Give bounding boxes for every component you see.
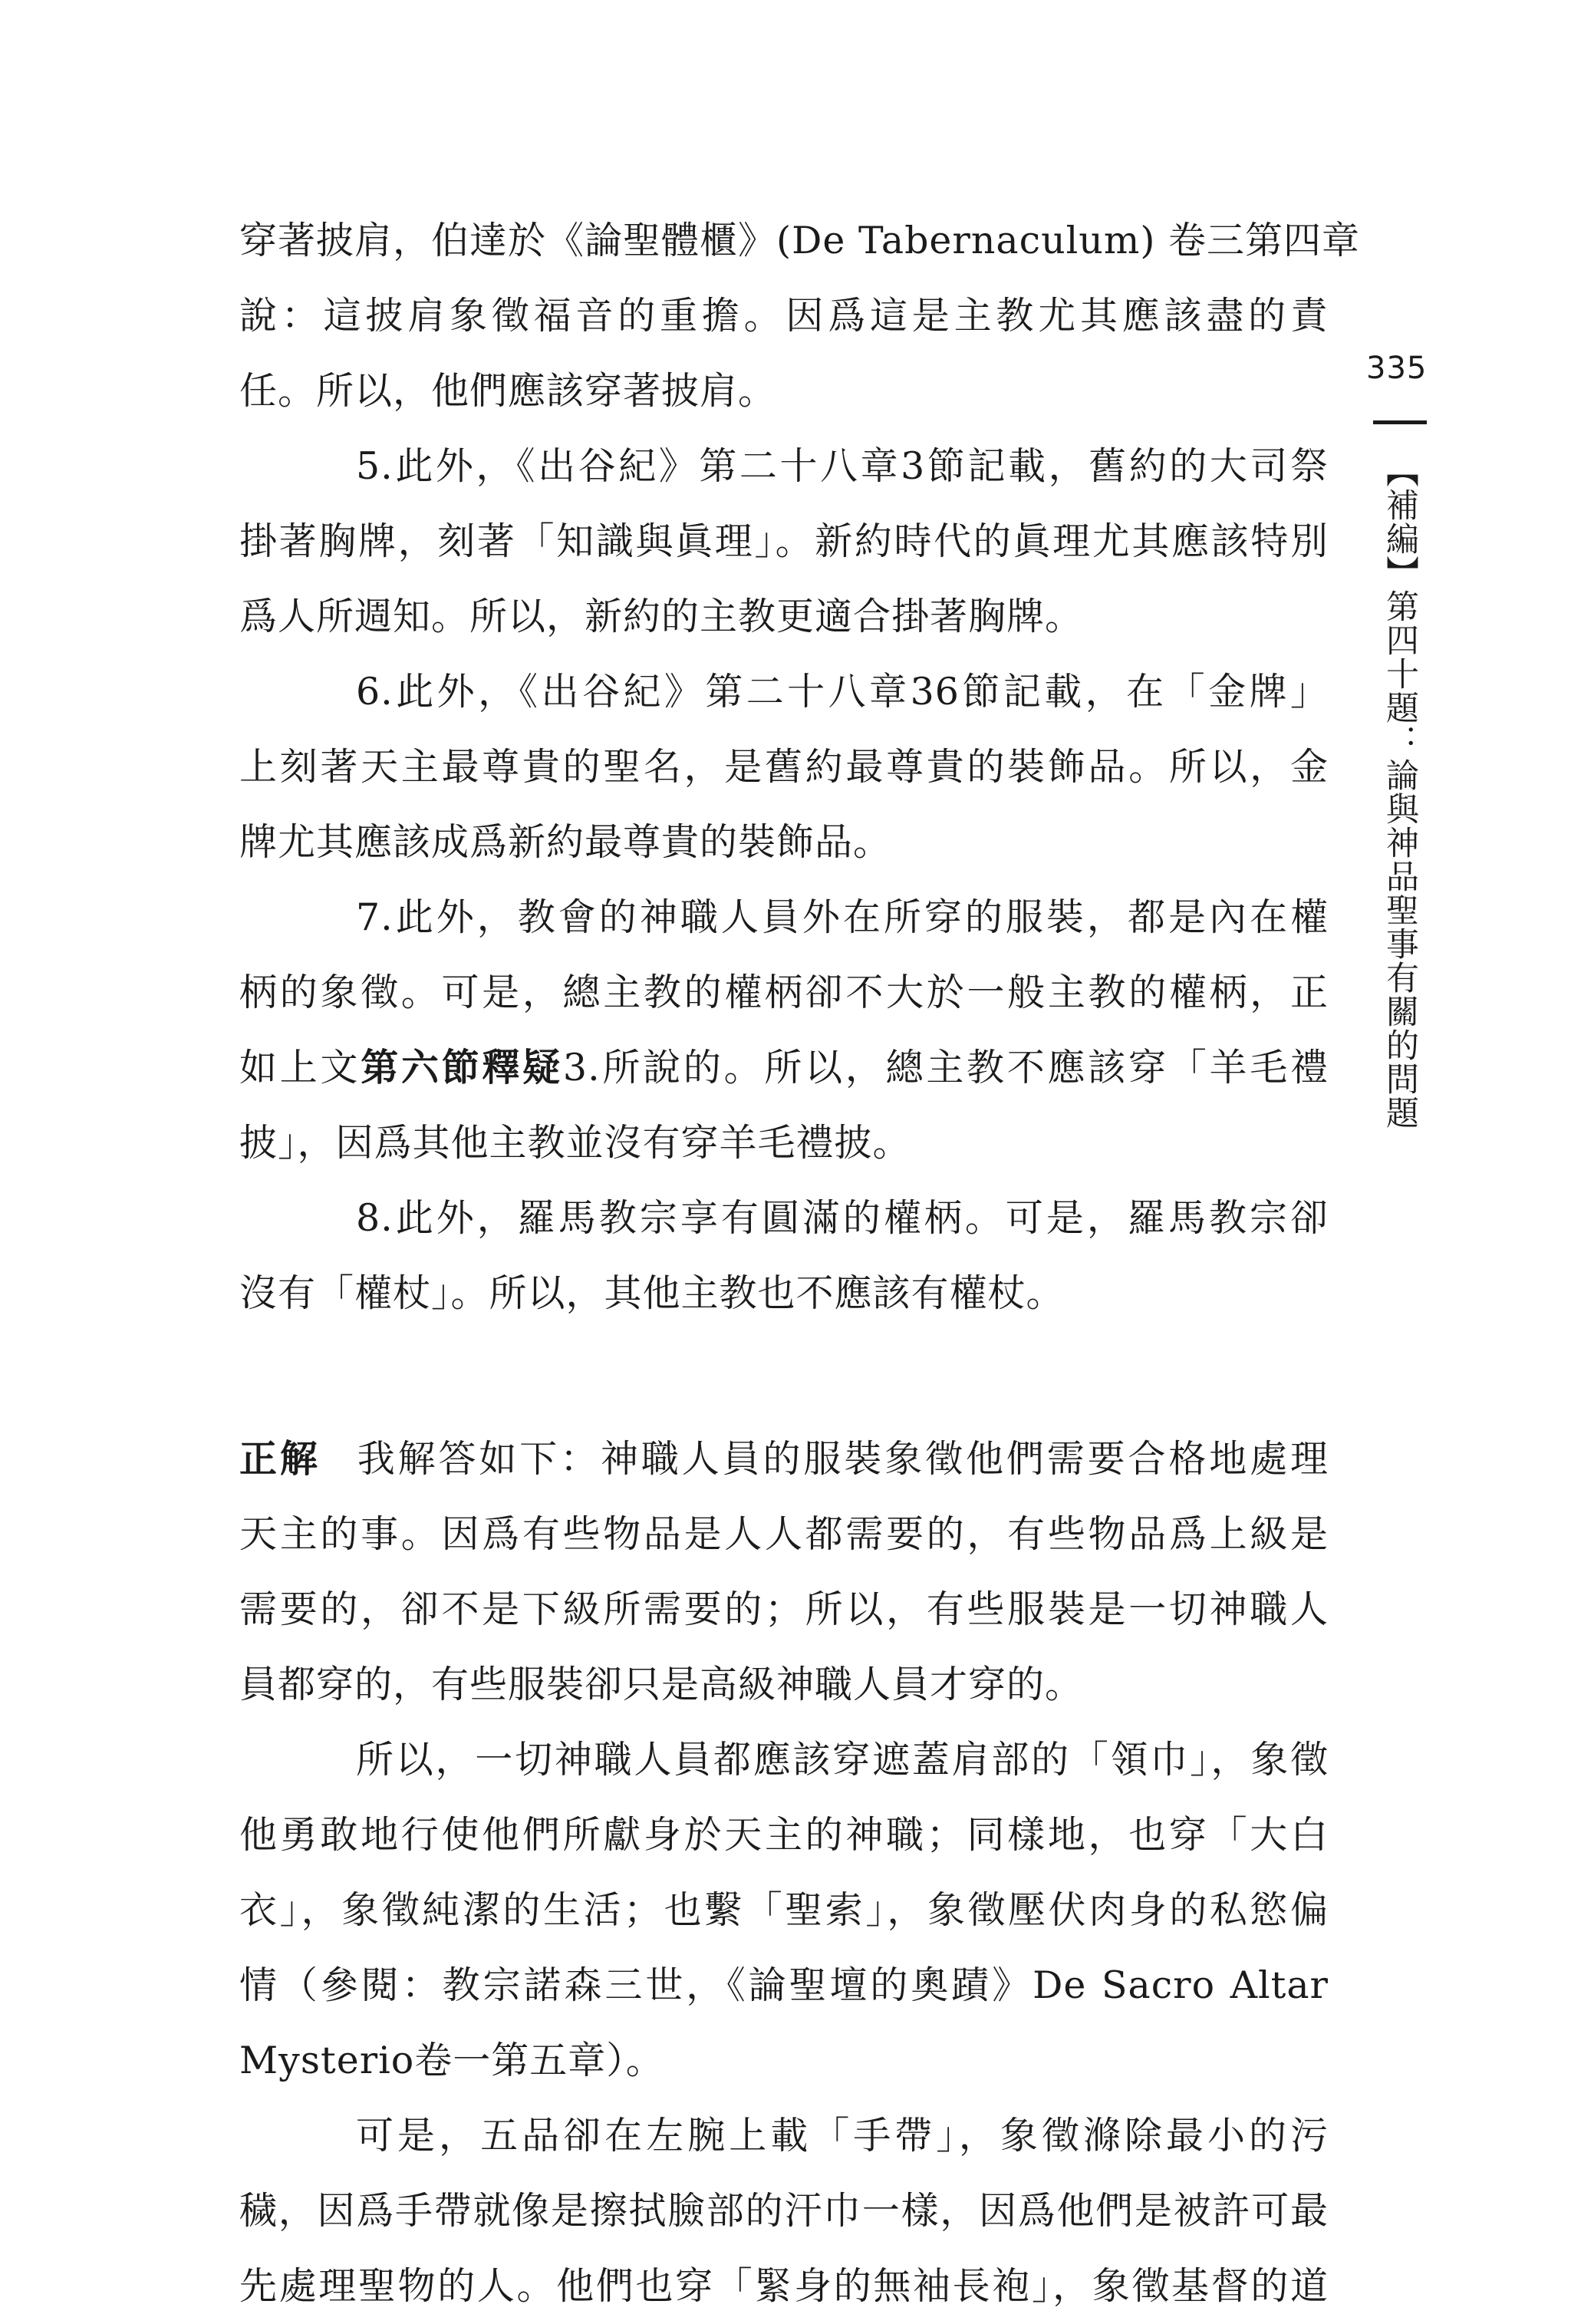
text-line: 沒有「權杖」。所以，其他主教也不應該有權杖。 <box>239 1271 1065 1315</box>
objection-4-continued <box>239 203 1361 429</box>
objection-7 <box>239 880 1329 1181</box>
running-head-rule <box>1373 420 1427 424</box>
text-line: 先處理聖物的人。他們也穿「緊身的無袖長袍」，象徵基督的道 <box>239 2264 1329 2308</box>
page-number: 335 <box>1366 351 1428 386</box>
text-line: 8.此外，羅馬教宗享有圓滿的權柄。可是，羅馬教宗卻 <box>356 1196 1329 1240</box>
text-line: 上刻著天主最尊貴的聖名，是舊約最尊貴的裝飾品。所以，金 <box>239 745 1329 789</box>
text-column <box>239 203 1361 2324</box>
objection-5 <box>239 429 1329 654</box>
text-line: 天主的事。因爲有些物品是人人都需要的，有些物品爲上級是 <box>239 1512 1329 1556</box>
objection-8 <box>239 1181 1329 1331</box>
text-line: 穿著披肩，伯達於《論聖體櫃》(De Tabernaculum) 卷三第四章 <box>239 219 1361 262</box>
text-line: 員都穿的，有些服裝卻只是高級神職人員才穿的。 <box>239 1663 1084 1706</box>
text-line: 需要的，卻不是下級所需要的；所以，有些服裝是一切神職人 <box>239 1587 1329 1631</box>
text-line: Mysterio卷一第五章）。 <box>239 2039 664 2082</box>
text-line: 穢，因爲手帶就像是擦拭臉部的汗巾一樣，因爲他們是被許可最 <box>239 2189 1329 2233</box>
text-line: 可是，五品卻在左腕上載「手帶」，象徵滌除最小的污 <box>356 2114 1329 2158</box>
text-line <box>239 1030 1329 1106</box>
text-line: 爲人所週知。所以，新約的主教更適合掛著胸牌。 <box>239 595 1084 638</box>
text-fragment: 我解答如下：神職人員的服裝象徵他們需要合格地處理 <box>357 1437 1329 1481</box>
text-line <box>239 1422 1329 1497</box>
text-line: 柄的象徵。可是，總主教的權柄卻不大於一般主教的權柄，正 <box>239 971 1329 1014</box>
text-line: 情（參閱：教宗諾森三世，《論聖壇的奧蹟》De Sacro Altar <box>239 1963 1329 2007</box>
running-head: 【補編】第四十題：論與神品聖事有關的問題 <box>1381 454 1419 1129</box>
answer-label: 正解 <box>239 1437 321 1481</box>
answer-section <box>239 1422 1329 1722</box>
text-fragment: 如上文 <box>239 1046 361 1089</box>
text-line: 7.此外，教會的神職人員外在所穿的服裝，都是內在權 <box>356 895 1329 939</box>
text-line: 牌尤其應該成爲新約最尊貴的裝飾品。 <box>239 820 892 864</box>
text-line: 衣」，象徵純潔的生活；也繫「聖索」，象徵壓伏肉身的私慾偏 <box>239 1888 1329 1932</box>
cross-reference: 第六節釋疑 <box>361 1046 563 1089</box>
text-line: 說：這披肩象徵福音的重擔。因爲這是主教尤其應該盡的責 <box>239 294 1329 338</box>
answer-paragraph-3 <box>239 2098 1329 2324</box>
text-line: 掛著胸牌，刻著「知識與眞理」。新約時代的眞理尤其應該特別 <box>239 519 1329 563</box>
answer-paragraph-2 <box>239 1722 1329 2098</box>
text-line: 5.此外，《出谷紀》第二十八章3節記載，舊約的大司祭 <box>356 444 1329 488</box>
text-fragment: 3.所說的。所以，總主教不應該穿「羊毛禮 <box>562 1046 1329 1089</box>
text-line: 所以，一切神職人員都應該穿遮蓋肩部的「領巾」，象徵 <box>356 1738 1329 1782</box>
objection-6 <box>239 654 1329 880</box>
text-line: 他勇敢地行使他們所獻身於天主的神職；同樣地，也穿「大白 <box>239 1813 1329 1857</box>
text-line: 披」，因爲其他主教並沒有穿羊毛禮披。 <box>239 1121 911 1165</box>
text-line: 6.此外，《出谷紀》第二十八章36節記載，在「金牌」 <box>356 670 1329 714</box>
text-line: 任。所以，他們應該穿著披肩。 <box>239 369 777 413</box>
